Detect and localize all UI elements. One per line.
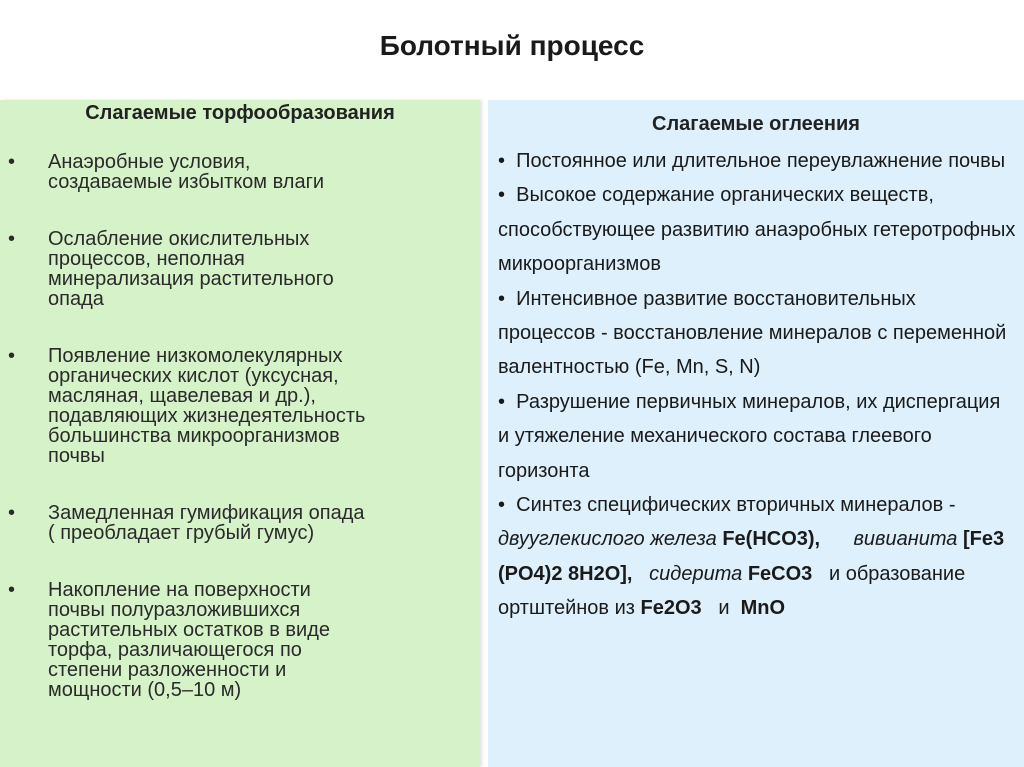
bullet-icon: • — [498, 494, 506, 517]
bullet-icon: • — [8, 345, 16, 367]
mineral-name: двууглекислого железа — [498, 528, 717, 551]
list-item-text: Анаэробные условия, создаваемые избытком влаги — [48, 151, 325, 193]
list-item-text: Разрушение первичных минералов, их диспергация и утяжеление механического состава глеевого горизонта — [498, 390, 1001, 482]
bullet-icon: • — [498, 287, 506, 310]
slide-title: Болотный процесс — [379, 30, 645, 61]
list-item — [0, 152, 480, 192]
list-item-text: Замедленная гумификация опада ( преобладает грубый гумус) — [48, 502, 365, 544]
mineral-formula: FeCO3 — [747, 562, 813, 585]
peat-formation-panel — [0, 100, 480, 767]
bullet-icon: • — [8, 579, 16, 601]
bullet-icon: • — [498, 184, 506, 207]
bullet-icon: • — [8, 228, 16, 250]
bullet-icon: • — [8, 502, 16, 524]
list-item-text: и — [718, 597, 730, 620]
mineral-name: сидерита — [649, 562, 743, 585]
list-item-text: Накопление на поверхности почвы полуразложившихся растительных остатков в виде торфа, различающегося по степени разложенности и мощности (0,5–10 м) — [48, 579, 330, 701]
list-item — [488, 144, 1024, 178]
list-item-text: и образование ортштейнов из — [498, 562, 966, 620]
gleying-heading: Слагаемые оглеения — [652, 113, 860, 135]
oxide-formula: Fe2O3 — [640, 597, 702, 620]
list-item — [0, 346, 480, 466]
list-item — [488, 282, 1024, 385]
gleying-list — [488, 144, 1024, 626]
list-item — [488, 488, 1024, 626]
bullet-icon: • — [8, 151, 16, 173]
bullet-icon: • — [498, 150, 506, 172]
mineral-name: вивианита — [853, 528, 958, 551]
list-item-text: Высокое содержание органических веществ, способствующее развитию анаэробных гетеротрофных микроорганизмов — [498, 184, 1016, 276]
list-item-text: Появление низкомолекулярных органических кислот (уксусная, масляная, щавелевая и др.), подавляющих жизнедеятельность большинства микроорганизмов почвы — [48, 345, 366, 467]
gleying-panel — [488, 100, 1024, 767]
bullet-icon: • — [498, 390, 506, 413]
mineral-formula: Fe(HCO3), — [722, 528, 821, 551]
oxide-formula: MnO — [740, 597, 786, 620]
list-item-text: Интенсивное развитие восстановительных процессов - восстановление минералов с переменной валентностью (Fe, Mn, S, N) — [498, 287, 1007, 379]
list-item — [488, 385, 1024, 488]
list-item — [488, 178, 1024, 281]
mineral-formula: [Fe3 (PO4)2 8H2O], — [498, 528, 1005, 585]
peat-formation-heading: Слагаемые торфообразования — [85, 102, 395, 124]
peat-formation-list — [0, 152, 480, 700]
list-item — [0, 229, 480, 309]
list-item-text: Ослабление окислительных процессов, неполная минерализация растительного опада — [48, 228, 334, 310]
list-item-text: Постоянное или длительное переувлажнение почвы — [516, 150, 1006, 172]
list-item — [0, 580, 480, 700]
list-item-text: Синтез специфических вторичных минералов - — [516, 494, 956, 517]
list-item — [0, 503, 480, 543]
